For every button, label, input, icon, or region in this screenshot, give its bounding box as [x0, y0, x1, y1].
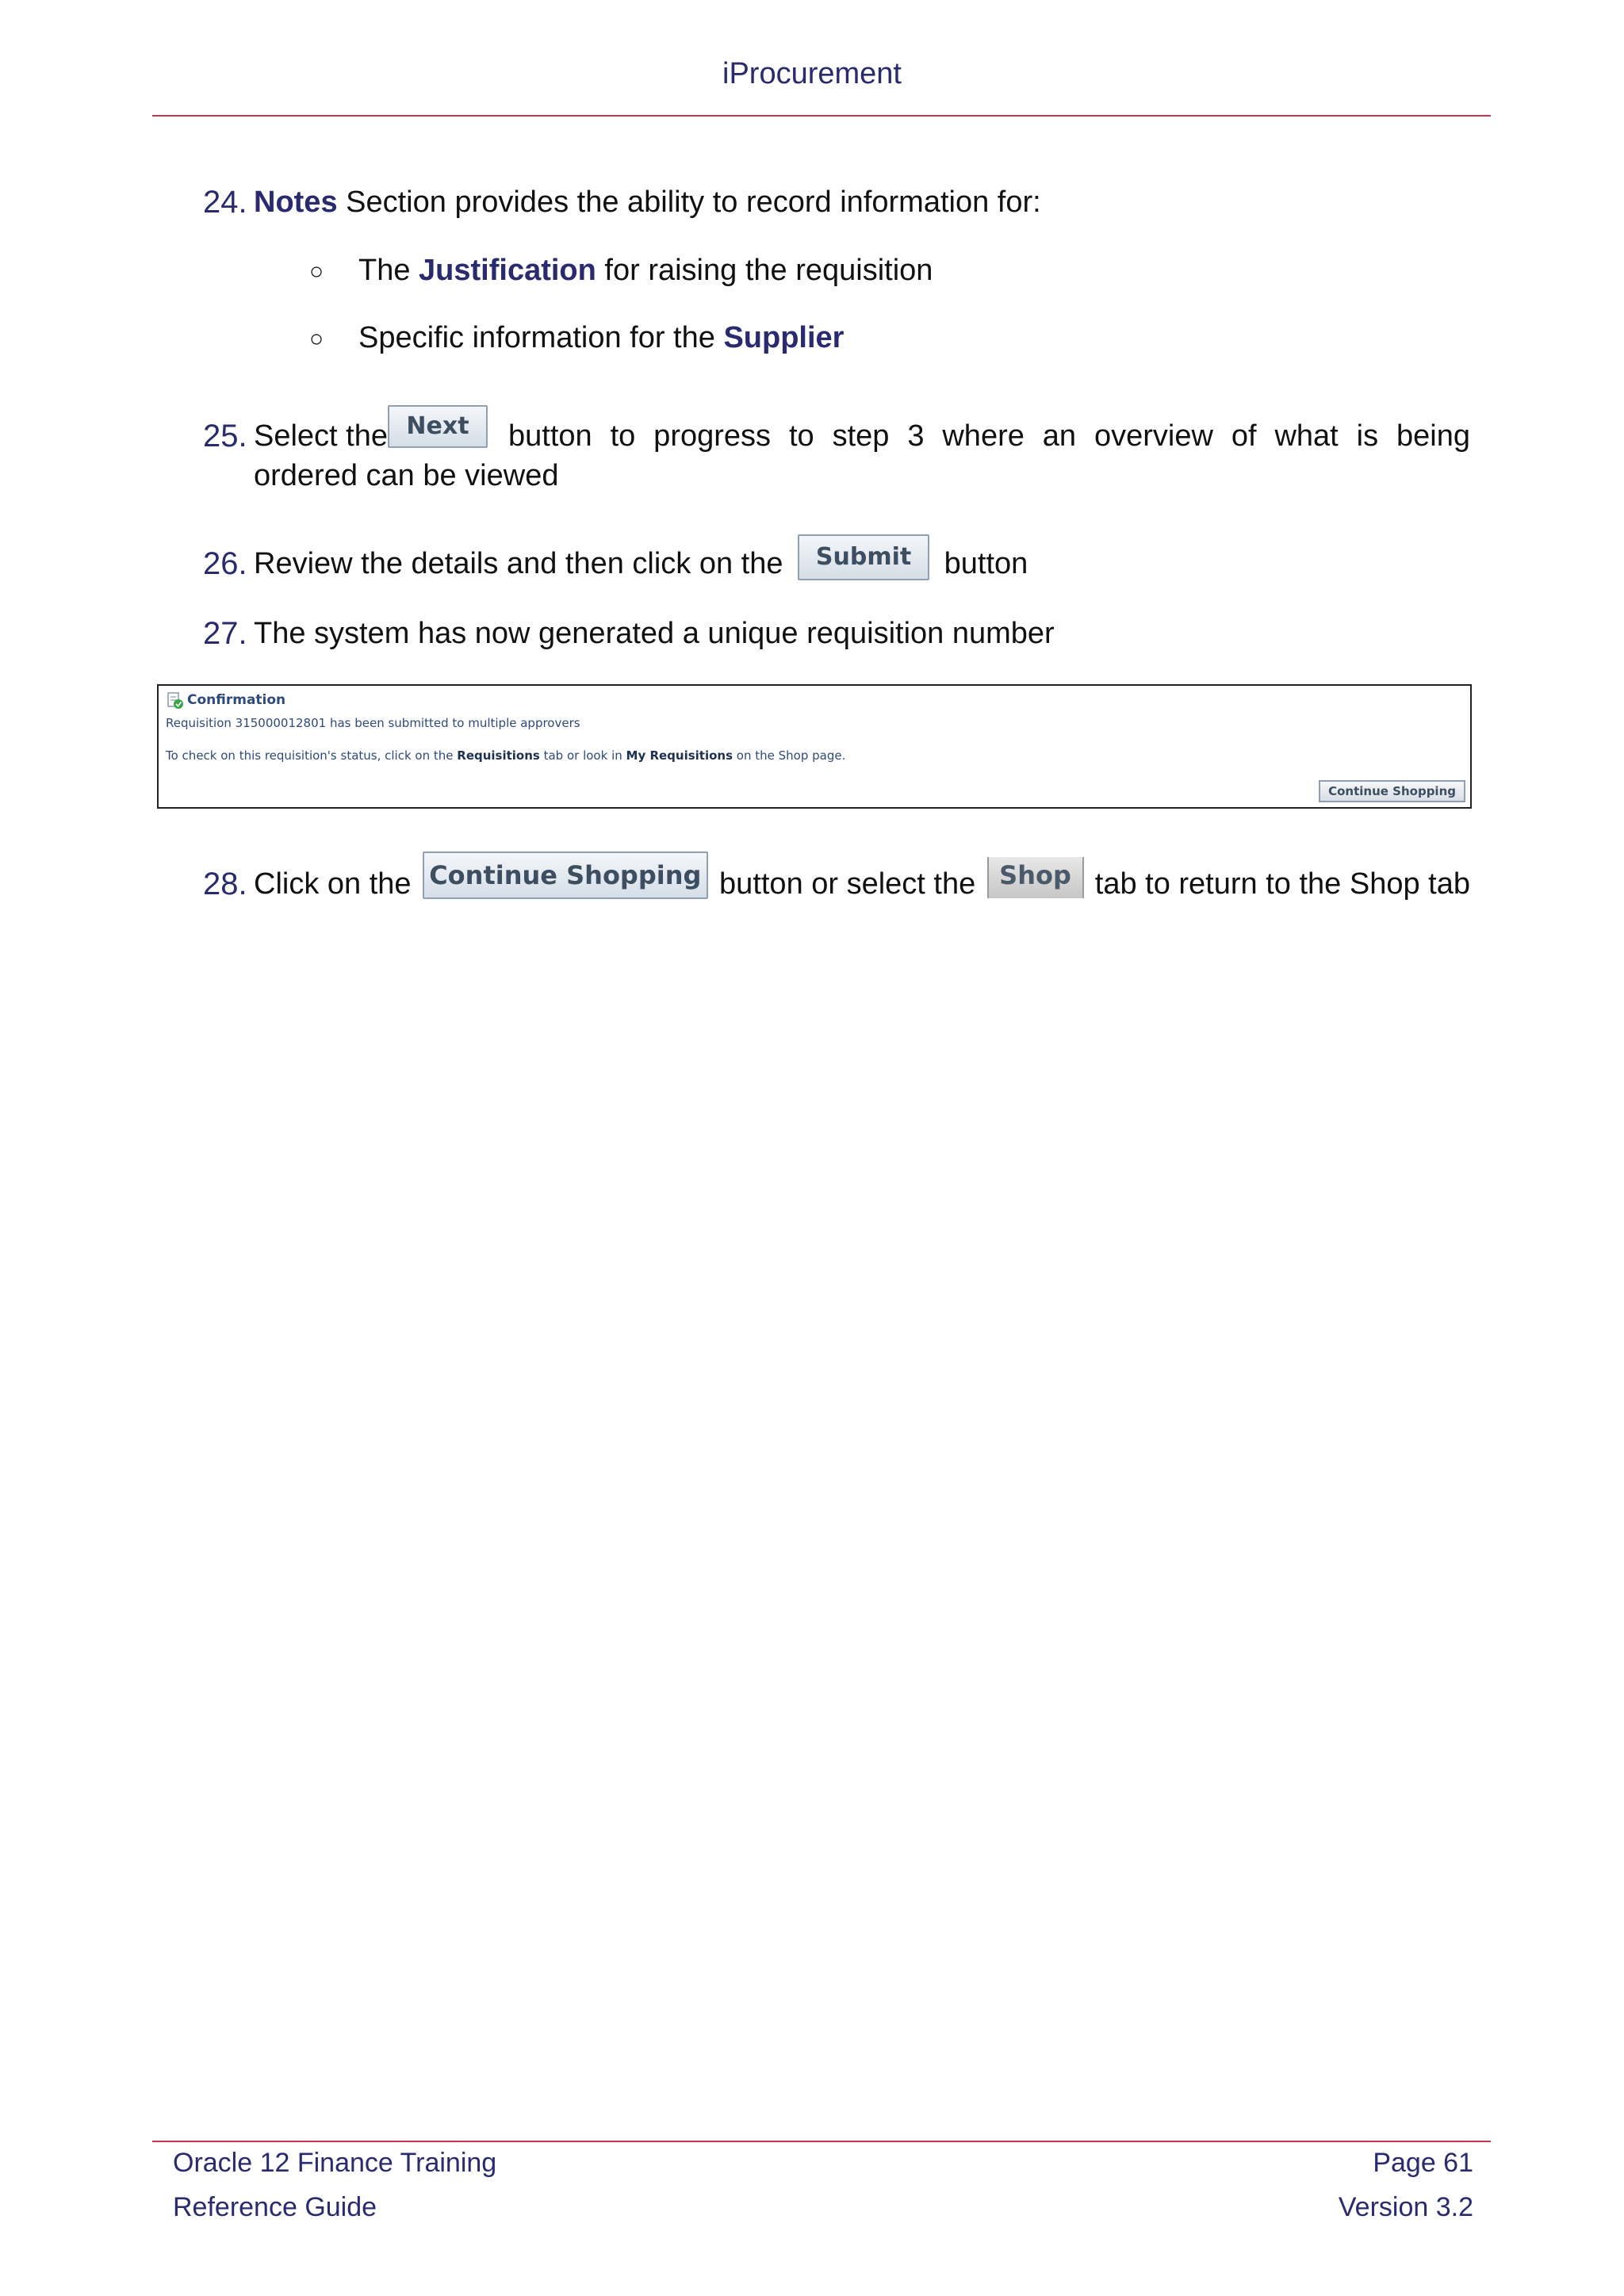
page-header-title: iProcurement [722, 57, 902, 90]
bullet-justification [309, 251, 933, 290]
step-25 [203, 412, 1470, 496]
step-text: button to progress to step 3 where an overview of what is being [508, 419, 1470, 453]
requisitions-link[interactable]: Requisitions [457, 748, 540, 763]
step-text: button [944, 547, 1028, 580]
confirmation-message: Requisition 315000012801 has been submitted to multiple approvers [166, 716, 580, 730]
footer-guide-title: Reference Guide [173, 2192, 377, 2222]
footer-right [1339, 2141, 1473, 2229]
step-text: tab to return to the Shop tab [1094, 867, 1470, 901]
header-divider [152, 115, 1491, 117]
notes-term: Notes [254, 186, 338, 219]
bullet-text: Specific information for the [358, 321, 724, 354]
bullet-circle-icon: ○ [309, 258, 324, 285]
footer-training-title: Oracle 12 Finance Training [173, 2148, 497, 2178]
supplier-term: Supplier [723, 321, 845, 354]
my-requisitions-link[interactable]: My Requisitions [626, 748, 733, 763]
step-text: Click on the [254, 867, 412, 901]
justification-term: Justification [419, 254, 596, 287]
footer-left [173, 2141, 496, 2229]
step-text-line2: ordered can be viewed [254, 459, 559, 492]
info-text: To check on this requisition's status, click on the [166, 748, 458, 763]
confirmation-title: Confirmation [187, 692, 286, 708]
step-24 [203, 182, 1470, 222]
continue-shopping-button[interactable]: Continue Shopping [423, 851, 708, 899]
bullet-supplier [309, 318, 844, 358]
continue-shopping-button[interactable]: Continue Shopping [1319, 780, 1465, 802]
step-number: 28. [203, 867, 247, 901]
footer-page-number: Page 61 [1373, 2148, 1473, 2178]
bullet-text: for raising the requisition [596, 254, 933, 287]
confirmation-info [166, 748, 845, 763]
step-number: 26. [203, 546, 247, 581]
footer-version: Version 3.2 [1338, 2192, 1473, 2222]
confirmation-icon [167, 692, 184, 713]
step-number: 25. [203, 419, 247, 453]
step-28 [203, 860, 1470, 904]
next-button[interactable]: Next [388, 405, 488, 448]
shop-tab[interactable]: Shop [987, 857, 1084, 898]
confirmation-panel [157, 684, 1472, 809]
step-text: Section provides the ability to record information for: [337, 186, 1041, 219]
step-number: 24. [203, 185, 247, 220]
info-text: on the Shop page. [733, 748, 846, 763]
step-text: button or select the [719, 867, 976, 901]
step-text: The system has now generated a unique requisition number [254, 617, 1055, 650]
step-26 [203, 544, 1470, 584]
step-number: 27. [203, 616, 247, 651]
step-text: Review the details and then click on the [254, 547, 783, 580]
bullet-text: The [358, 254, 419, 287]
info-text: tab or look in [539, 748, 626, 763]
bullet-circle-icon: ○ [309, 326, 324, 352]
step-27 [203, 614, 1470, 653]
step-text: Select the [254, 419, 388, 453]
submit-button[interactable]: Submit [798, 534, 929, 580]
